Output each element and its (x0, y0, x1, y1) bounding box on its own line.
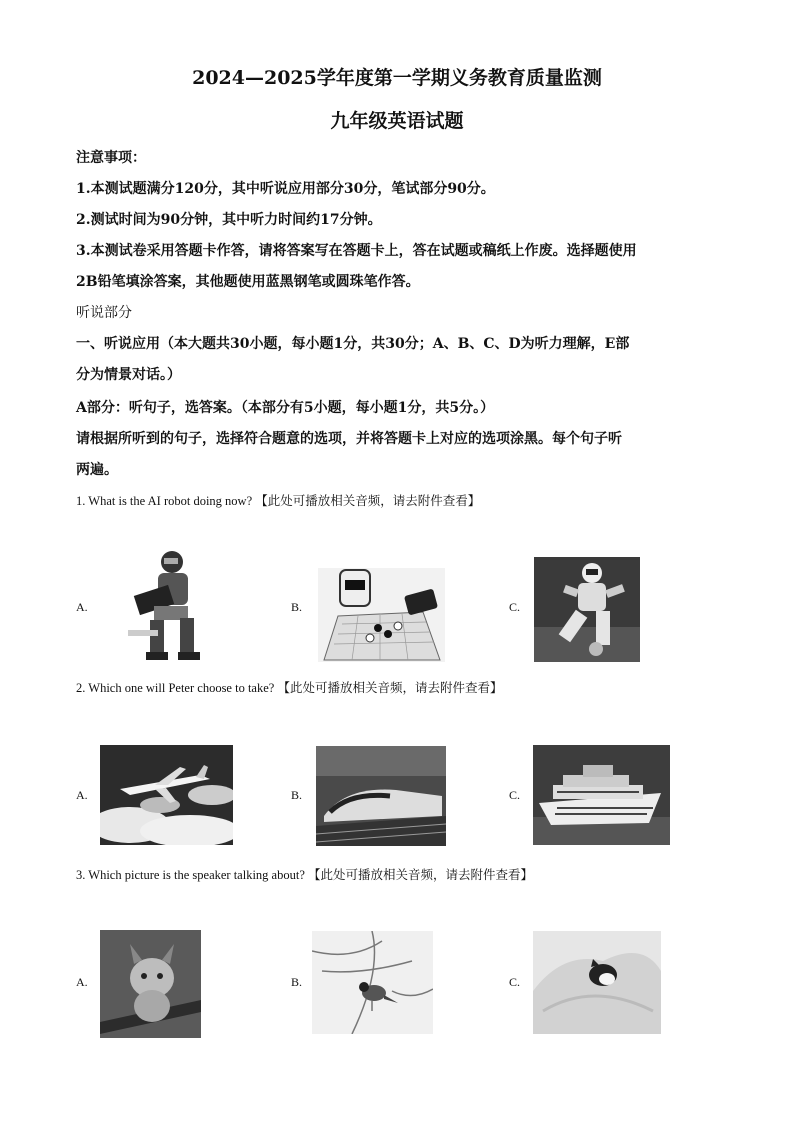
lynx-image[interactable] (100, 930, 201, 1038)
question-3-text: 3. Which picture is the speaker talking about? (76, 868, 305, 882)
robot-go-image[interactable] (318, 568, 445, 662)
q3-option-c-label[interactable]: C. (509, 975, 521, 989)
question-1-audio-note[interactable]: 【此处可播放相关音频，请去附件查看】 (255, 493, 481, 508)
question-2-text: 2. Which one will Peter choose to take? (76, 681, 275, 695)
q2-option-a-label[interactable]: A. (76, 788, 88, 802)
cat-blanket-image[interactable] (533, 931, 661, 1034)
train-image[interactable] (316, 746, 446, 846)
notes-heading: 注意事项： (76, 150, 146, 166)
exam-title: 2024—2025学年度第一学期义务教育质量监测 (192, 67, 602, 89)
instructions-line-1: 请根据所听到的句子，选择符合题意的选项，并将答题卡上对应的选项涂黑。每个句子听 (76, 431, 622, 447)
part-one-line-2: 分为情景对话。） (76, 367, 181, 383)
part-one-line-1: 一、听说应用（本大题共30小题，每小题1分，共30分；A、B、C、D为听力理解，E部 (76, 336, 630, 352)
note-item-3-line-2: 2B铅笔填涂答案，其他题使用蓝黑钢笔或圆珠笔作答。 (76, 274, 420, 290)
q3-option-a-label[interactable]: A. (76, 975, 88, 989)
q1-option-a-label[interactable]: A. (76, 600, 88, 614)
note-item-3-line-1: 3.本测试卷采用答题卡作答，请将答案写在答题卡上，答在试题或稿纸上作废。选择题使用 (76, 243, 637, 259)
part-a-heading: A部分：听句子，选答案。（本部分有5小题，每小题1分，共5分。） (76, 400, 495, 416)
q1-option-b-label[interactable]: B. (291, 600, 303, 614)
question-2 (76, 678, 502, 696)
q1-option-c-label[interactable]: C. (509, 600, 521, 614)
exam-subtitle: 九年级英语试题 (330, 110, 464, 132)
robot-laptop-image[interactable] (128, 548, 208, 662)
instructions-line-2: 两遍。 (76, 462, 118, 478)
cruise-ship-image[interactable] (533, 745, 670, 845)
question-2-audio-note[interactable]: 【此处可播放相关音频，请去附件查看】 (277, 680, 503, 695)
q2-option-c-label[interactable]: C. (509, 788, 521, 802)
q3-option-b-label[interactable]: B. (291, 975, 303, 989)
question-3-audio-note[interactable]: 【此处可播放相关音频，请去附件查看】 (308, 867, 534, 882)
question-1 (76, 491, 480, 509)
question-3 (76, 865, 533, 883)
note-item-2: 2.测试时间为90分钟，其中听力时间约17分钟。 (76, 212, 382, 228)
q2-option-b-label[interactable]: B. (291, 788, 303, 802)
airplane-image[interactable] (100, 745, 233, 845)
question-1-text: 1. What is the AI robot doing now? (76, 494, 253, 508)
robot-football-image[interactable] (534, 557, 640, 662)
bird-image[interactable] (312, 931, 433, 1034)
note-item-1: 1.本测试题满分120分，其中听说应用部分30分，笔试部分90分。 (76, 181, 495, 197)
section-name: 听说部分 (76, 305, 132, 321)
